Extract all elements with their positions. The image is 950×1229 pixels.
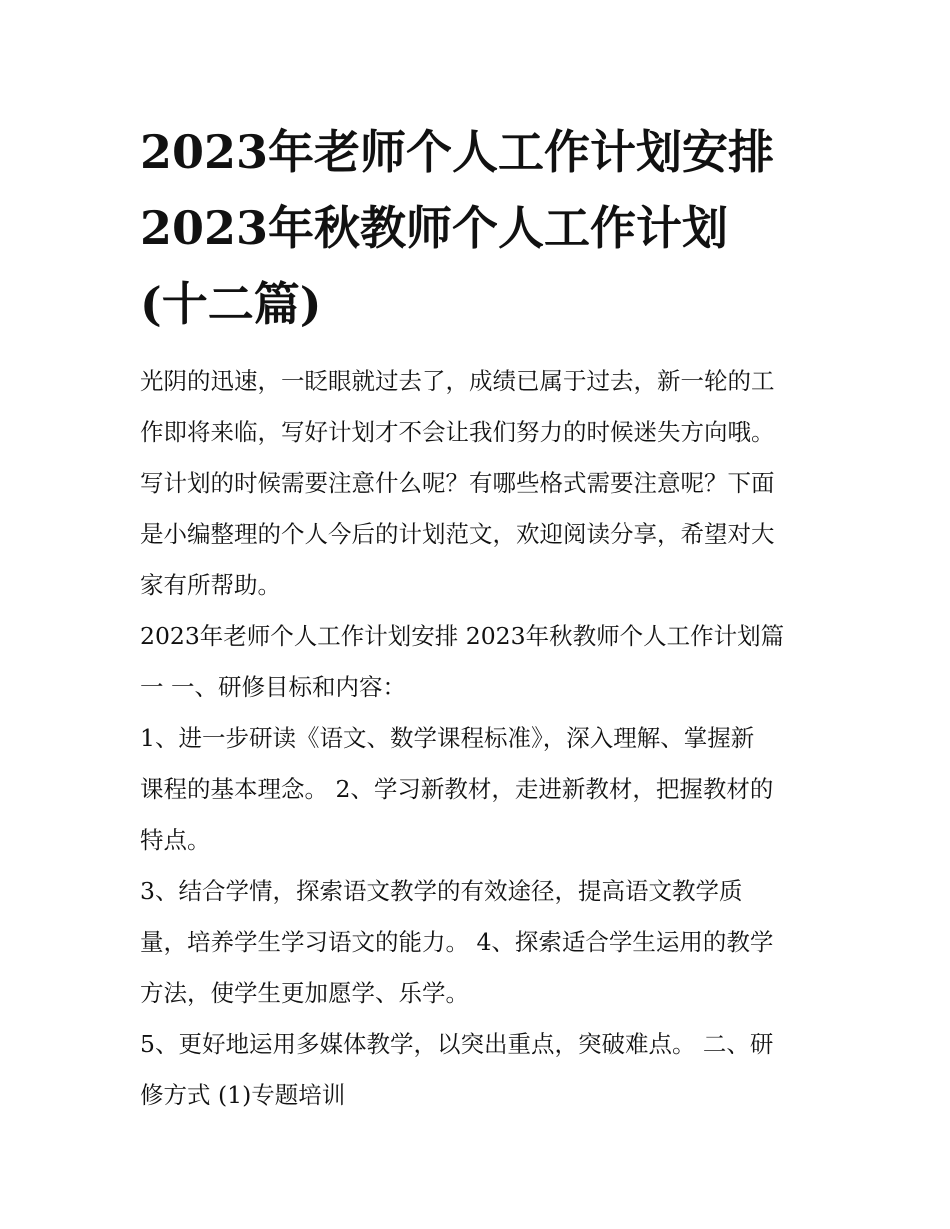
document-body: [140, 356, 830, 1121]
text-line: 方法，使学生更加愿学、乐学。: [140, 979, 469, 1007]
text-line: 2023年老师个人工作计划安排 2023年秋教师个人工作计划篇: [140, 622, 785, 650]
text-line: 课程的基本理念。 2、学习新教材，走进新教材，把握教材的: [140, 775, 774, 803]
text-line: 3、结合学情，探索语文教学的有效途径，提高语文教学质: [140, 877, 743, 905]
text-line: 写计划的时候需要注意什么呢？有哪些格式需要注意呢？下面: [140, 469, 775, 497]
paragraph-intro: [140, 356, 830, 611]
document-title: [140, 114, 830, 342]
text-line: 5、更好地运用多媒体教学，以突出重点，突破难点。 二、研: [140, 1030, 774, 1058]
text-line: 家有所帮助。: [140, 571, 281, 599]
text-line: 量，培养学生学习语文的能力。 4、探索适合学生运用的教学: [140, 928, 774, 956]
text-line: 光阴的迅速，一眨眼就过去了，成绩已属于过去，新一轮的工: [140, 367, 775, 395]
text-line: 一 一、研修目标和内容：: [140, 673, 406, 701]
paragraph-item-5: [140, 1019, 830, 1121]
title-line: (十二篇): [140, 277, 322, 331]
paragraph-item-1-2: [140, 713, 830, 866]
paragraph-item-3-4: [140, 866, 830, 1019]
title-line: 2023年老师个人工作计划安排: [140, 125, 775, 179]
text-line: 修方式 (1)专题培训: [140, 1081, 346, 1109]
text-line: 作即将来临，写好计划才不会让我们努力的时候迷失方向哦。: [140, 418, 775, 446]
paragraph-section-heading: [140, 611, 830, 713]
text-line: 1、进一步研读《语文、数学课程标准》，深入理解、掌握新: [140, 724, 755, 752]
text-line: 特点。: [140, 826, 211, 854]
title-line: 2023年秋教师个人工作计划: [140, 201, 729, 255]
text-line: 是小编整理的个人今后的计划范文，欢迎阅读分享，希望对大: [140, 520, 775, 548]
